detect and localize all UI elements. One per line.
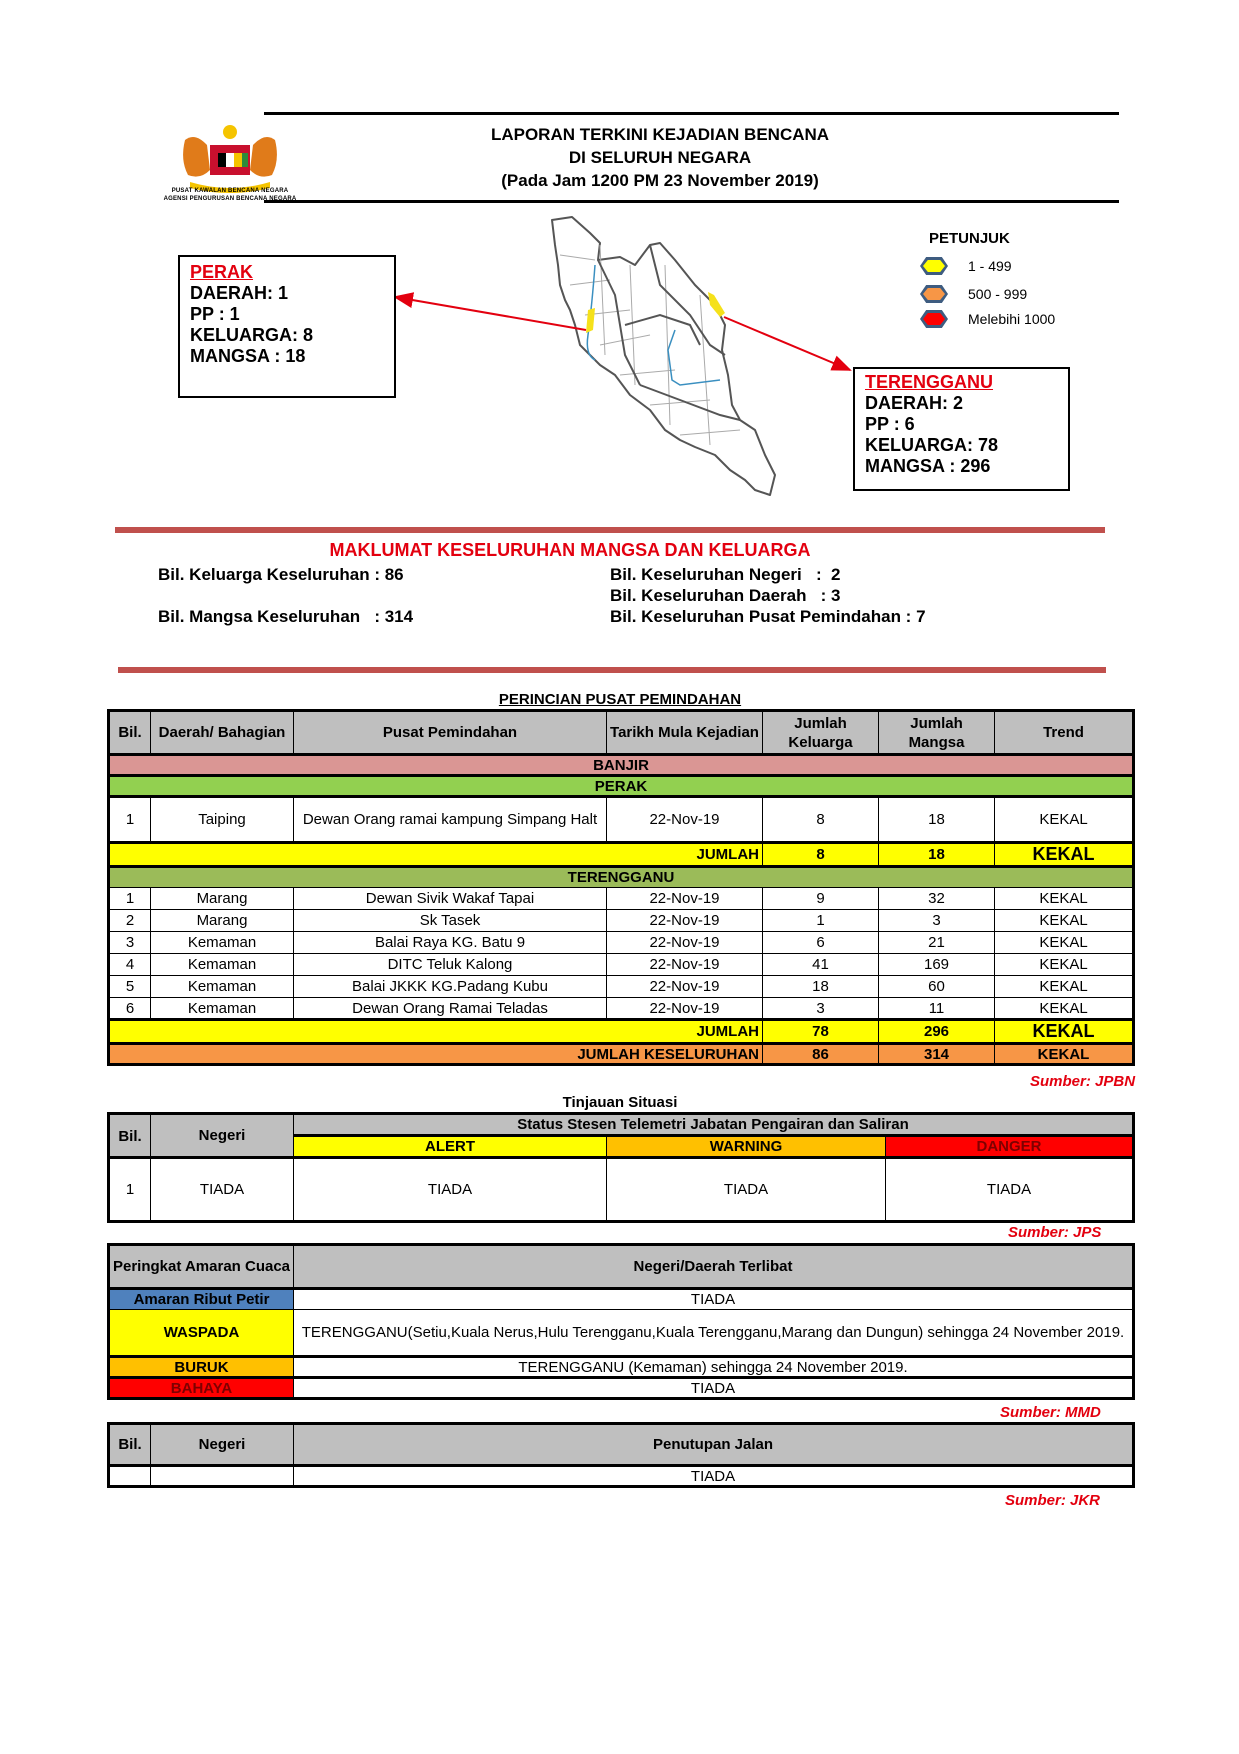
cell-trend: KEKAL (995, 797, 1134, 843)
col-bil: Bil. (109, 1114, 151, 1158)
source-jps: Sumber: JPS (1008, 1224, 1102, 1241)
cell-tarikh: 22-Nov-19 (607, 976, 763, 998)
table-row (109, 910, 1134, 932)
weather-warning-table (107, 1243, 1135, 1400)
cell-alert: TIADA (294, 1158, 607, 1222)
cell-negeri: TIADA (151, 1158, 294, 1222)
cell-keluarga: 1 (763, 910, 879, 932)
col-keluarga: Jumlah Keluarga (763, 711, 879, 755)
yellow-hexagon-icon (920, 257, 948, 275)
grand-total-row (109, 1044, 1134, 1065)
legend-item-high (920, 310, 1055, 328)
legend-item-mid (920, 285, 1027, 303)
cell-bil: 5 (109, 976, 151, 998)
cell-keluarga: 6 (763, 932, 879, 954)
state-box-terengganu (853, 367, 1070, 491)
cell-keluarga: 3 (763, 998, 879, 1020)
col-bil: Bil. (109, 711, 151, 755)
col-negeri: Negeri (151, 1114, 294, 1158)
cell-daerah: Kemaman (151, 976, 294, 998)
evac-centres-table (107, 709, 1135, 1066)
cell-daerah: Marang (151, 888, 294, 910)
cell-mangsa: 21 (879, 932, 995, 954)
cell-mangsa: 60 (879, 976, 995, 998)
legend-label: 500 - 999 (968, 286, 1028, 302)
cell-bil: 1 (109, 888, 151, 910)
cell-tarikh: 22-Nov-19 (607, 932, 763, 954)
logo-caption-1: PUSAT KAWALAN BENCANA NEGARA (171, 188, 289, 194)
state-daerah: DAERAH: 2 (865, 393, 964, 413)
level-waspada: WASPADA (109, 1310, 294, 1357)
subtotal-trend: KEKAL (995, 1020, 1134, 1044)
report-title-line2: DI SELURUH NEGARA (568, 148, 752, 167)
report-title-line3: (Pada Jam 1200 PM 23 November 2019) (501, 171, 819, 190)
logo-caption-2: AGENSI PENGURUSAN BENCANA NEGARA (163, 196, 297, 202)
cell-mangsa: 11 (879, 998, 995, 1020)
cell-pusat: Dewan Orang Ramai Teladas (294, 998, 607, 1020)
summary-daerah: Bil. Keseluruhan Daerah : 3 (610, 586, 841, 605)
summary-mangsa: Bil. Mangsa Keseluruhan : 314 (158, 607, 414, 626)
state-keluarga: KELUARGA: 78 (865, 435, 999, 455)
cell-trend: KEKAL (995, 932, 1134, 954)
cell-keluarga: 18 (763, 976, 879, 998)
table-row (109, 954, 1134, 976)
subtotal-row-terengganu (109, 1020, 1134, 1044)
table-row (109, 976, 1134, 998)
cell-bil (109, 1466, 151, 1487)
legend-item-low (920, 257, 1012, 275)
subtotal-keluarga: 8 (763, 843, 879, 867)
col-tarikh: Tarikh Mula Kejadian (607, 711, 763, 755)
cell-mangsa: 32 (879, 888, 995, 910)
source-jkr: Sumber: JKR (1005, 1492, 1101, 1509)
cell-tarikh: 22-Nov-19 (607, 888, 763, 910)
table-row (109, 1466, 1134, 1487)
section-divider-top (115, 527, 1105, 533)
level-bahaya: BAHAYA (109, 1378, 294, 1399)
grand-total-trend: KEKAL (995, 1044, 1134, 1065)
cell-trend: KEKAL (995, 976, 1134, 998)
col-alert: ALERT (294, 1136, 607, 1158)
cell-daerah: Kemaman (151, 932, 294, 954)
col-closure: Penutupan Jalan (294, 1424, 1134, 1466)
state-name-terengganu: TERENGGANU (109, 867, 1134, 888)
col-trend: Trend (995, 711, 1134, 755)
summary-pusat: Bil. Keseluruhan Pusat Pemindahan : 7 (610, 607, 926, 626)
cell-bil: 3 (109, 932, 151, 954)
cell-trend: KEKAL (995, 910, 1134, 932)
cell-warning: TIADA (607, 1158, 886, 1222)
subtotal-label: JUMLAH (109, 843, 763, 867)
section-divider-bottom (118, 667, 1106, 673)
weather-header-row (109, 1245, 1134, 1289)
cell-tarikh: 22-Nov-19 (607, 954, 763, 976)
state-box-perak (178, 255, 396, 398)
cell-pusat: Sk Tasek (294, 910, 607, 932)
state-name-perak: PERAK (109, 776, 1134, 797)
cell-daerah: Taiping (151, 797, 294, 843)
cell-tarikh: 22-Nov-19 (607, 998, 763, 1020)
cell-keluarga: 8 (763, 797, 879, 843)
table-row (109, 1310, 1134, 1357)
cell-daerah: Kemaman (151, 998, 294, 1020)
state-pp: PP : 1 (190, 304, 240, 324)
cell-tarikh: 22-Nov-19 (607, 797, 763, 843)
disaster-type-row (109, 755, 1134, 776)
summary-keluarga: Bil. Keluarga Keseluruhan : 86 (158, 565, 404, 584)
grand-total-label: JUMLAH KESELURUHAN (109, 1044, 763, 1065)
table-header-row (109, 711, 1134, 755)
state-pp: PP : 6 (865, 414, 915, 434)
cell-danger: TIADA (886, 1158, 1134, 1222)
source-jpbn: Sumber: JPBN (1030, 1073, 1136, 1090)
cell-bil: 2 (109, 910, 151, 932)
cell-daerah: Kemaman (151, 954, 294, 976)
col-bil: Bil. (109, 1424, 151, 1466)
col-negeri: Negeri (151, 1424, 294, 1466)
grand-total-keluarga: 86 (763, 1044, 879, 1065)
col-daerah: Daerah/ Bahagian (151, 711, 294, 755)
col-status: Status Stesen Telemetri Jabatan Pengairan dan Saliran (294, 1114, 1134, 1136)
subtotal-mangsa: 296 (879, 1020, 995, 1044)
col-pusat: Pusat Pemindahan (294, 711, 607, 755)
cell-pusat: Balai Raya KG. Batu 9 (294, 932, 607, 954)
legend-label: 1 - 499 (968, 258, 1012, 274)
area-cell: TERENGGANU(Setiu,Kuala Nerus,Hulu Terengganu,Kuala Terengganu,Marang dan Dungun) sehingga 24 November 2019. (294, 1310, 1134, 1357)
cell-pusat: Dewan Sivik Wakaf Tapai (294, 888, 607, 910)
table-row (109, 998, 1134, 1020)
cell-pusat: DITC Teluk Kalong (294, 954, 607, 976)
table-row (109, 1357, 1134, 1378)
cell-trend: KEKAL (995, 954, 1134, 976)
table-row (109, 1289, 1134, 1310)
subtotal-keluarga: 78 (763, 1020, 879, 1044)
area-cell: TIADA (294, 1289, 1134, 1310)
cell-bil: 1 (109, 797, 151, 843)
cell-closure: TIADA (294, 1466, 1134, 1487)
table-row (109, 797, 1134, 843)
state-mangsa: MANGSA : 18 (190, 346, 306, 366)
state-name: PERAK (190, 262, 254, 282)
state-header-row (109, 867, 1134, 888)
subtotal-label: JUMLAH (109, 1020, 763, 1044)
road-header-row (109, 1424, 1134, 1466)
cell-mangsa: 18 (879, 797, 995, 843)
red-hexagon-icon (920, 310, 948, 328)
area-cell: TIADA (294, 1378, 1134, 1399)
table-row (109, 1378, 1134, 1399)
cell-pusat: Balai JKKK KG.Padang Kubu (294, 976, 607, 998)
state-header-row (109, 776, 1134, 797)
road-closure-table (107, 1422, 1135, 1488)
table-row (109, 932, 1134, 954)
disaster-type: BANJIR (109, 755, 1134, 776)
col-level: Peringkat Amaran Cuaca (109, 1245, 294, 1289)
cell-negeri (151, 1466, 294, 1487)
cell-trend: KEKAL (995, 888, 1134, 910)
legend-label: Melebihi 1000 (968, 311, 1056, 327)
cell-keluarga: 9 (763, 888, 879, 910)
cell-bil: 4 (109, 954, 151, 976)
legend-title: PETUNJUK (929, 230, 1010, 247)
telemetry-title: Tinjauan Situasi (562, 1094, 678, 1111)
col-mangsa: Jumlah Mangsa (879, 711, 995, 755)
table-row (109, 888, 1134, 910)
state-daerah: DAERAH: 1 (190, 283, 289, 303)
cell-tarikh: 22-Nov-19 (607, 910, 763, 932)
state-mangsa: MANGSA : 296 (865, 456, 991, 476)
col-warning: WARNING (607, 1136, 886, 1158)
level-buruk: BURUK (109, 1357, 294, 1378)
cell-keluarga: 41 (763, 954, 879, 976)
summary-title: MAKLUMAT KESELURUHAN MANGSA DAN KELUARGA (329, 540, 811, 560)
col-area: Negeri/Daerah Terlibat (294, 1245, 1134, 1289)
summary-negeri: Bil. Keseluruhan Negeri : 2 (610, 565, 841, 584)
orange-hexagon-icon (920, 285, 948, 303)
table-row (109, 1158, 1134, 1222)
col-danger: DANGER (886, 1136, 1134, 1158)
area-cell: TERENGGANU (Kemaman) sehingga 24 November 2019. (294, 1357, 1134, 1378)
source-mmd: Sumber: MMD (1000, 1404, 1101, 1421)
subtotal-mangsa: 18 (879, 843, 995, 867)
cell-trend: KEKAL (995, 998, 1134, 1020)
report-title-line1: LAPORAN TERKINI KEJADIAN BENCANA (490, 125, 830, 144)
state-name: TERENGGANU (865, 372, 994, 392)
cell-bil: 6 (109, 998, 151, 1020)
telemetry-header-row (109, 1114, 1134, 1136)
subtotal-trend: KEKAL (995, 843, 1134, 867)
cell-daerah: Marang (151, 910, 294, 932)
cell-mangsa: 169 (879, 954, 995, 976)
grand-total-mangsa: 314 (879, 1044, 995, 1065)
state-keluarga: KELUARGA: 8 (190, 325, 314, 345)
telemetry-table (107, 1112, 1135, 1223)
evac-table-title: PERINCIAN PUSAT PEMINDAHAN (498, 691, 742, 708)
cell-bil: 1 (109, 1158, 151, 1222)
subtotal-row-perak (109, 843, 1134, 867)
cell-mangsa: 3 (879, 910, 995, 932)
level-thunderstorm: Amaran Ribut Petir (109, 1289, 294, 1310)
cell-pusat: Dewan Orang ramai kampung Simpang Halt (294, 797, 607, 843)
